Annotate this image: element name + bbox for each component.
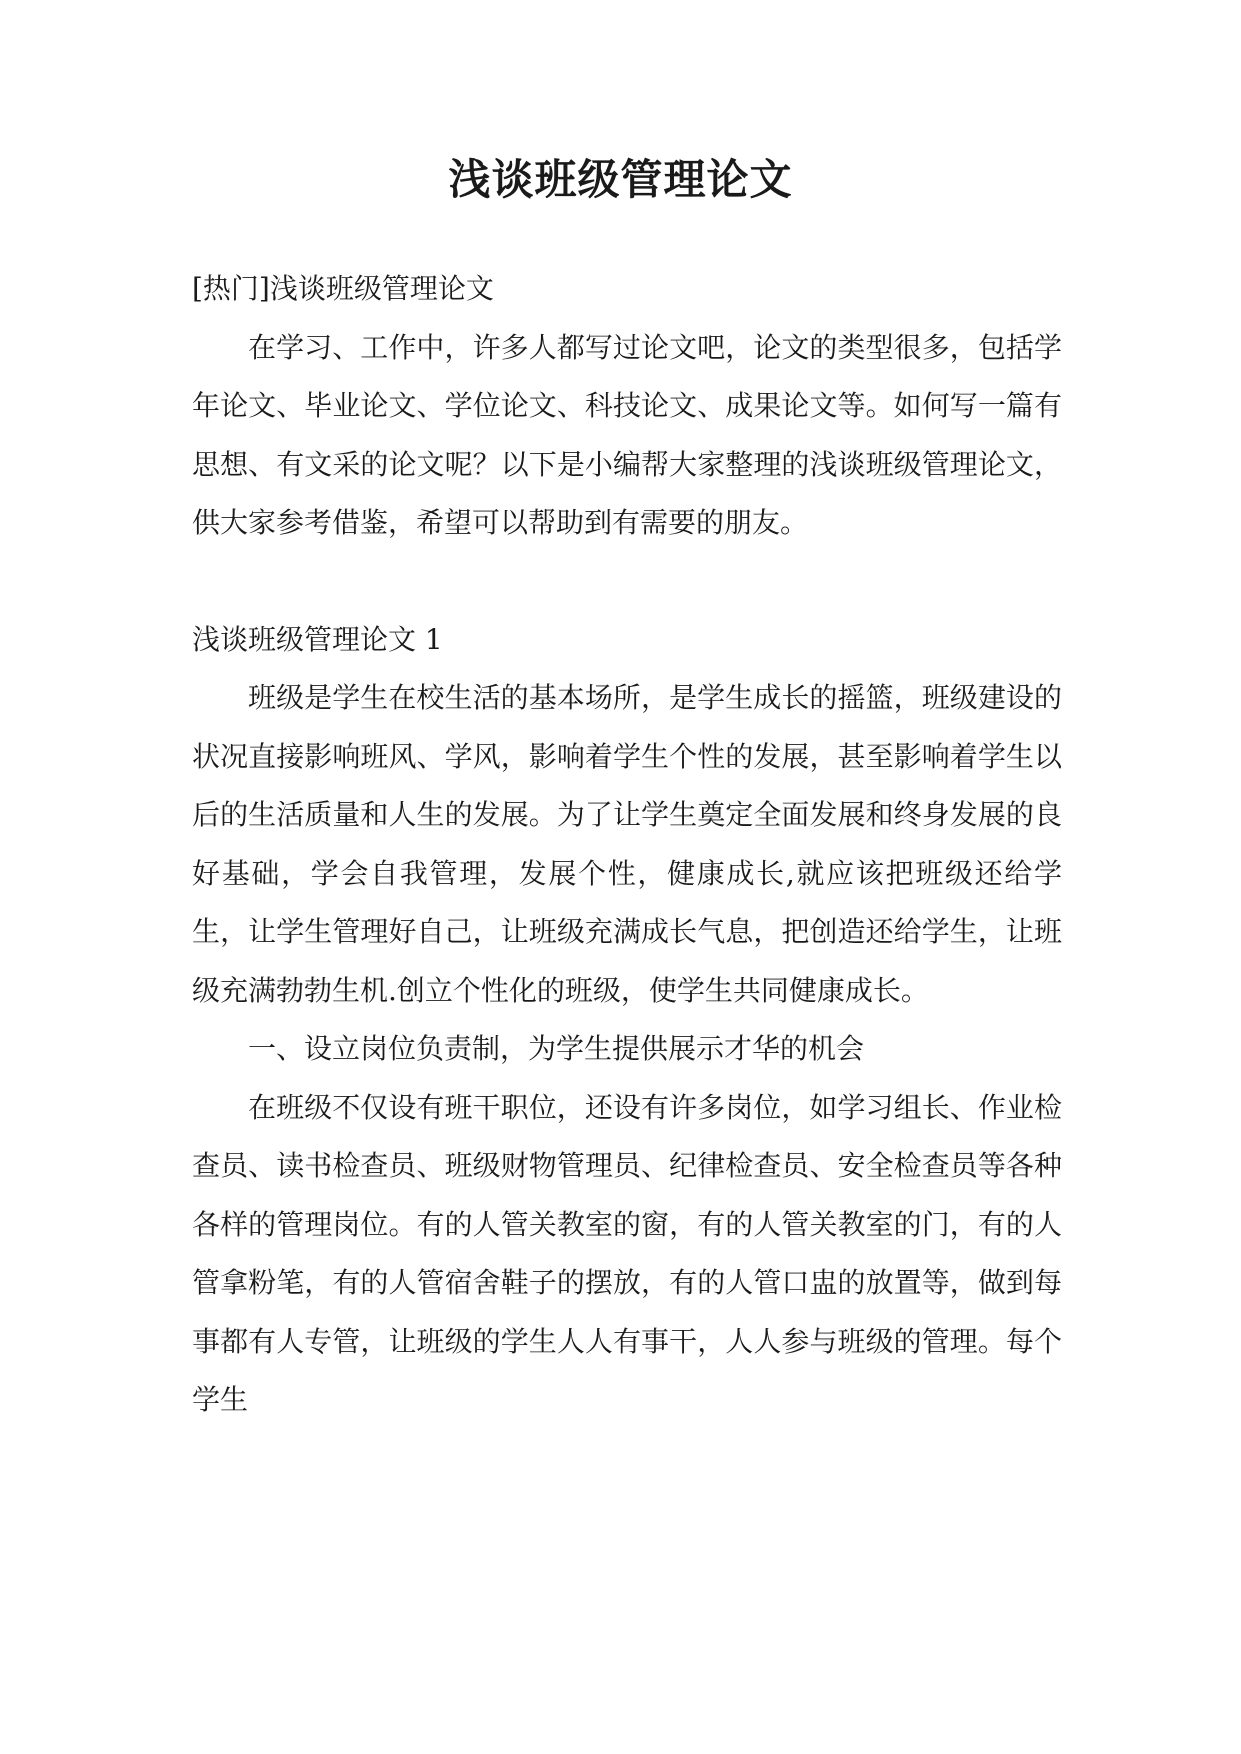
intro-paragraph: 在学习、工作中，许多人都写过论文吧，论文的类型很多，包括学年论文、毕业论文、学位论文、科技论文、成果论文等。如何写一篇有思想、有文采的论文呢？以下是小编帮大家整理的浅谈班级管理论文，供大家参考借鉴，希望可以帮助到有需要的朋友。 [192, 330, 1062, 539]
document-title: 浅谈班级管理论文 [448, 155, 793, 204]
document-body [192, 260, 1062, 1430]
section-gap [192, 553, 1062, 611]
section-heading: 浅谈班级管理论文 1 [192, 622, 443, 656]
body-paragraph: 班级是学生在校生活的基本场所，是学生成长的摇篮，班级建设的状况直接影响班风、学风，影响着学生个性的发展，甚至影响着学生以后的生活质量和人生的发展。为了让学生奠定全面发展和终身发展的良好基础，学会自我管理，发展个性，健康成长,就应该把班级还给学生，让学生管理好自己，让班级充满成长气息，把创造还给学生，让班级充满勃勃生机.创立个性化的班级，使学生共同健康成长。 [192, 681, 1062, 1007]
tag-line: [热门]浅谈班级管理论文 [192, 272, 494, 305]
subsection-heading: 一、设立岗位负责制，为学生提供展示才华的机会 [248, 1032, 865, 1065]
body-paragraph: 在班级不仅设有班干职位，还设有许多岗位，如学习组长、作业检查员、读书检查员、班级财物管理员、纪律检查员、安全检查员等各种各样的管理岗位。有的人管关教室的窗，有的人管关教室的门，有的人管拿粉笔，有的人管宿舍鞋子的摆放，有的人管口盅的放置等，做到每事都有人专管，让班级的学生人人有事干，人人参与班级的管理。每个学生 [192, 1090, 1062, 1416]
